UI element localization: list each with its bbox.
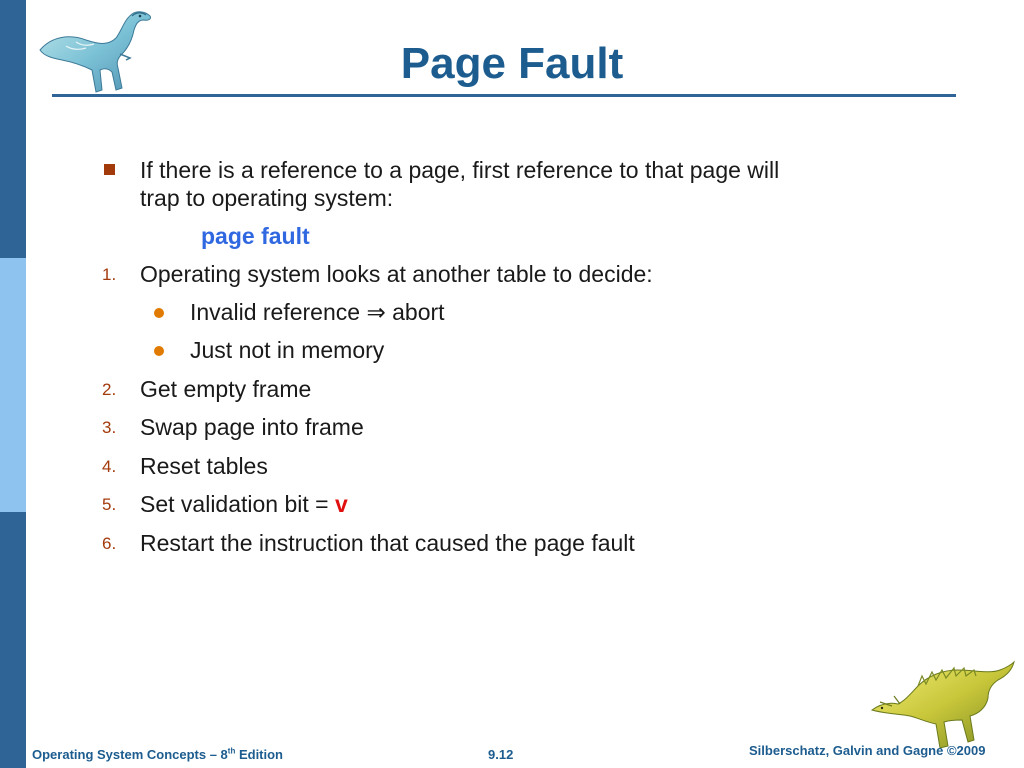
step-number: 4.: [102, 457, 117, 476]
step-text: Get empty frame: [140, 376, 312, 402]
dot-bullet-icon: [154, 308, 164, 318]
implies-arrow-icon: ⇒: [366, 299, 386, 325]
footer-page-number: 9.12: [488, 747, 514, 762]
step-text: Swap page into frame: [140, 414, 364, 440]
dinosaur-icon: [866, 660, 1016, 756]
step-number: 5.: [102, 495, 117, 514]
sub-item-result: abort: [392, 299, 445, 325]
step-text: [140, 491, 348, 518]
step-number: 3.: [102, 418, 117, 437]
footer-book-title: [32, 747, 283, 762]
step-number: 1.: [102, 265, 117, 284]
intro-text-line2: trap to operating system:: [140, 185, 394, 211]
validation-bit-value: v: [334, 491, 348, 517]
intro-text-line1: If there is a reference to a page, first reference to that page will: [140, 157, 780, 183]
step-number: 2.: [102, 380, 117, 399]
step-text: Restart the instruction that caused the page fault: [140, 530, 635, 556]
step-number: 6.: [102, 534, 117, 553]
sub-item: [190, 299, 445, 326]
sub-item-text: Invalid reference: [190, 299, 361, 325]
step-text: Reset tables: [140, 453, 268, 479]
page-title: Page Fault: [400, 39, 624, 88]
step-text-prefix: Set validation bit =: [140, 491, 335, 517]
page-fault-label: page fault: [201, 223, 310, 249]
dot-bullet-icon: [154, 346, 164, 356]
footer-book-superscript: th: [227, 746, 236, 756]
step-text: Operating system looks at another table to decide:: [140, 261, 653, 287]
square-bullet-icon: [104, 164, 115, 175]
footer-copyright: Silberschatz, Galvin and Gagne ©2009: [749, 743, 986, 758]
sub-item-text: Just not in memory: [190, 337, 385, 363]
footer-book-suffix: Edition: [235, 747, 284, 762]
footer-book-prefix: Operating System Concepts – 8: [32, 747, 228, 762]
